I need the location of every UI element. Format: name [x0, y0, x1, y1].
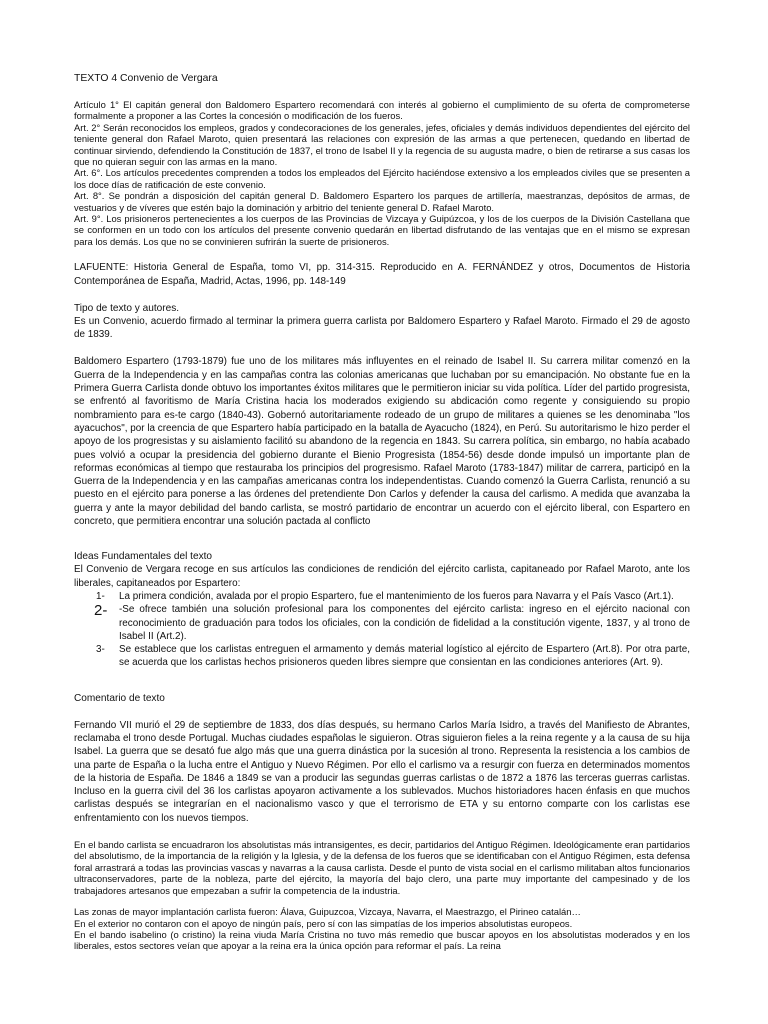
list-item-text: La primera condición, avalada por el propio Espartero, fue el mantenimiento de los fueros para Navarra y el País Vasco (Art.1). — [119, 590, 674, 602]
document-title: TEXTO 4 Convenio de Vergara — [74, 73, 218, 84]
list-item-number: 3- — [96, 644, 105, 656]
article-6: Art. 6°. Los artículos precedentes comprenden a todos los empleados del Ejército haciéndose extensivo a los empleados civiles que se presenten a los doce días de ratificación de este convenio. — [74, 167, 690, 190]
list-item-text: Se establece que los carlistas entreguen el armamento y demás material logístico al ejército de Espartero (Art.8). Por otra parte, se acuerda que los carlistas hechos prisioneros queden libres siempre que consientan en las condiciones anteriores (Art. 9). — [119, 644, 690, 669]
ideas-list — [74, 590, 690, 670]
article-8: Art. 8°. Se pondrán a disposición del capitán general D. Baldomero Espartero los parques de artillería, maestranzas, depósitos de armas, de vestuarios y de víveres que estén bajo la dominación y arbitrio del teniente general D. Rafael Maroto. — [74, 190, 690, 213]
comentario-line-1: Las zonas de mayor implantación carlista fueron: Álava, Guipuzcoa, Vizcaya, Navarra, el Maestrazgo, el Pirineo catalán… — [74, 906, 581, 918]
source-citation: LAFUENTE: Historia General de España, tomo VI, pp. 314-315. Reproducido en A. FERNÁNDEZ y otros, Documentos de Historia Contemporánea de España, Madrid, Actas, 1996, pp. 148-149 — [74, 262, 690, 287]
tipo-heading: Tipo de texto y autores. — [74, 302, 180, 314]
list-item-number: 1- — [96, 590, 105, 602]
comentario-paragraph-2: En el bando carlista se encuadraron los absolutistas más intransigentes, es decir, partidarios del Antiguo Régimen. Ideológicamente eran partidarios del absolutismo, de la importancia de la religión y la Iglesia, y de la defensa de los fueros que se identificaban con el Antiguo Régimen, esta defensa foral arrastrará a todas las provincias vascas y navarras a la causa carlista. Desde el punto de vista social en el carlismo militaban altos funcionarios ultraconservadores, parte de la nobleza, parte del ejército, la mayoría del bajo clero, una parte muy importante del campesinado y de los trabajadores artesanos que empezaban a sufrir la competencia de la industria. — [74, 839, 691, 896]
article-9: Art. 9°. Los prisioneros pertenecientes a los cuerpos de las Provincias de Vizcaya y Guipúzcoa, y los de los cuerpos de la División Castellana que se conformen en un todo con los artículos del presente convenio quedarán en libertad disfrutando de las ventajas que en el mismo se expresan para los demás. Los que no se convinieren sufrirán la suerte de prisioneros. — [74, 213, 690, 247]
article-1: Artículo 1° El capitán general don Baldomero Espartero recomendará con interés al gobierno el cumplimiento de su oferta de comprometerse formalmente a proponer a las Cortes la concesión o modificación de los fueros. — [74, 99, 690, 122]
list-item-text: -Se ofrece también una solución profesional para los componentes del ejército carlista: ingreso en el ejército nacional con reconocimiento de graduación para todos los oficiales, con la condición de fidelidad a la constitución vigente, 1837, y al trono de Isabel II (Art.2). — [119, 604, 690, 642]
list-item — [74, 590, 690, 603]
autores-text: Baldomero Espartero (1793-1879) fue uno de los militares más influyentes en el reinado de Isabel II. Su carrera militar comenzó en la Guerra de la Independencia y en las campañas contra las colonias americanas que luchaban por su emancipación. No obstante fue en la Primera Guerra Carlista donde obtuvo los importantes éxitos militares que le permitieron iniciar su vida política. Líder del partido progresista, se enfrentó al favoritismo de María Cristina hacia los moderados exigiendo su abdicación como regente y consiguiendo su propio nombramiento para es-te cargo (1840-43). Gobernó autoritariamente rodeado de un grupo de militares a quienes se les denominaba "los ayacuchos", por la creencia de que Espartero había participado en la batalla de Ayacucho (1824), en Perú. Su autoritarismo le hizo perder el apoyo de los progresistas y su aislamiento facilitó su abandono de la regencia en 1843. Su carrera política, sin embargo, no había acabado pues volvió a ocupar la presidencia del gobierno durante el Bienio Progresista (1854-56) desde donde impulsó un importante plan de reformas económicas al tiempo que restauraba los principios del progresismo. Rafael Maroto (1783-1847) militar de carrera, participó en la Guerra de la Independencia y en las campañas americanas contra los independentistas. Cuando comenzó la Guerra Carlista, renunció a su puesto en el ejército para ponerse a las órdenes del pretendiente Don Carlos y defender la causa del carlismo. A medida que avanzaba la guerra y ante la mayor debilidad del bando carlista, se mostró partidario de encontrar un acuerdo con el ejército liberal, con Espartero en concreto, que permitiera encontrar una solución pactada al conflicto — [74, 356, 690, 528]
comentario-line-2: En el exterior no contaron con el apoyo de ningún país, pero sí con las simpatías de los imperios absolutistas europeos. — [74, 917, 573, 929]
tipo-text: Es un Convenio, acuerdo firmado al terminar la primera guerra carlista por Baldomero Espartero y Rafael Maroto. Firmado el 29 de agosto de 1839. — [74, 315, 690, 341]
articles-block — [74, 99, 690, 247]
ideas-intro: El Convenio de Vergara recoge en sus artículos las condiciones de rendición del ejército carlista, capitaneado por Rafael Maroto, ante los liberales, capitaneados por Espartero: — [74, 564, 690, 589]
article-2: Art. 2° Serán reconocidos los empleos, grados y condecoraciones de los generales, jefes, oficiales y demás individuos dependientes del ejército del teniente general don Rafael Maroto, quien presentará las relaciones con expresión de las armas a que pertenecen, quedando en libertad de continuar sirviendo, defendiendo la Constitución de 1837, el trono de Isabel II y la regencia de su augusta madre, o bien de retirarse a sus casas los que no quieran seguir con las armas en la mano. — [74, 121, 690, 168]
ideas-heading: Ideas Fundamentales del texto — [74, 551, 213, 563]
comentario-paragraph-1: Fernando VII murió el 29 de septiembre de 1833, dos días después, su hermano Carlos María Isidro, a través del Manifiesto de Abrantes, reclamaba el trono desde Portugal. Muchas ciudades españolas le siguieron. Otras siguieron fieles a la reina regente y a la causa de su hija Isabel. La guerra que se desató fue algo más que una guerra dinástica por la sucesión al trono. Representa la resistencia a los cambios de una parte de España o la lucha entre el Antiguo y Nuevo Régimen. Por ello el carlismo va a resurgir con fuerza en determinados momentos de la historia de España. De 1846 a 1849 se van a producir las segundas guerras carlistas o de 1872 a 1876 las terceras guerras carlistas. Incluso en la guerra civil del 36 los carlistas apoyaron activamente a los sublevados. Muchos historiadores hacen énfasis en que muchos carlistas después se integrarían en el nacionalismo vasco y que el terrorismo de ETA y su entorno comparte con los carlistas ese enfrentamiento con los nuevos tiempos. — [74, 719, 690, 824]
comentario-line-3: En el bando isabelino (o cristino) la reina viuda María Cristina no tuvo más remedio que buscar apoyos en los absolutistas moderados y en los liberales, estos sectores veían que apoyar a la reina era la única opción para reformar el país. La reina — [74, 928, 690, 952]
list-item — [74, 643, 690, 670]
comentario-heading: Comentario de texto — [74, 692, 165, 704]
list-item-number: 2- — [94, 602, 108, 620]
list-item — [74, 603, 690, 643]
